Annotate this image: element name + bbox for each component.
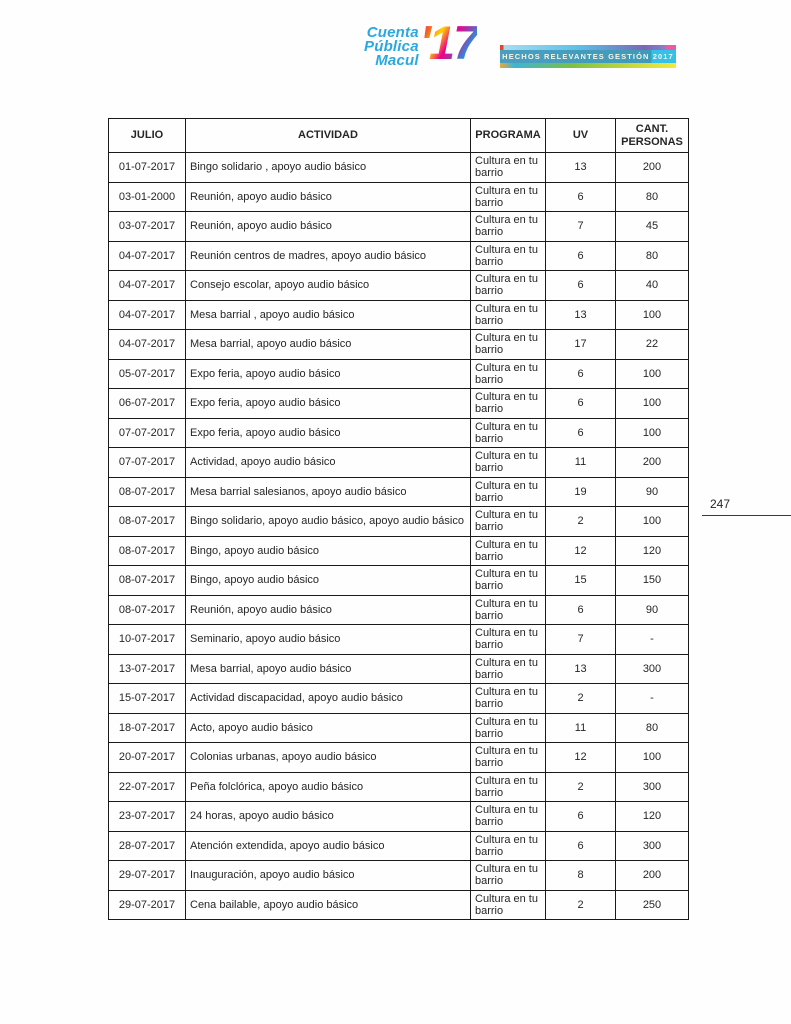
banner-hechos-relevantes [500, 45, 676, 68]
cell-actividad: Colonias urbanas, apoyo audio básico [186, 743, 471, 773]
cell-cant: 80 [616, 713, 689, 743]
cell-uv: 8 [546, 861, 616, 891]
cell-actividad: Reunión, apoyo audio básico [186, 595, 471, 625]
table-row [109, 595, 689, 625]
cell-uv: 7 [546, 212, 616, 242]
cell-julio: 28-07-2017 [109, 831, 186, 861]
cell-cant: 300 [616, 831, 689, 861]
cell-actividad: Peña folclórica, apoyo audio básico [186, 772, 471, 802]
cell-cant: 250 [616, 890, 689, 920]
cell-programa: Cultura en tu barrio [471, 743, 546, 773]
cell-programa: Cultura en tu barrio [471, 212, 546, 242]
cell-actividad: Acto, apoyo audio básico [186, 713, 471, 743]
cell-julio: 08-07-2017 [109, 536, 186, 566]
cell-uv: 12 [546, 743, 616, 773]
table-row [109, 389, 689, 419]
cell-julio: 29-07-2017 [109, 890, 186, 920]
cell-programa: Cultura en tu barrio [471, 271, 546, 301]
cell-julio: 13-07-2017 [109, 654, 186, 684]
table-row [109, 536, 689, 566]
table-row [109, 890, 689, 920]
cell-cant: 90 [616, 477, 689, 507]
page-header [364, 18, 477, 68]
activities-table [108, 118, 689, 920]
cell-julio: 23-07-2017 [109, 802, 186, 832]
cell-actividad: Mesa barrial salesianos, apoyo audio básico [186, 477, 471, 507]
cell-programa: Cultura en tu barrio [471, 772, 546, 802]
cell-programa: Cultura en tu barrio [471, 890, 546, 920]
cell-cant: 300 [616, 654, 689, 684]
page-number: 247 [702, 497, 791, 516]
cell-uv: 2 [546, 507, 616, 537]
column-header: CANT. PERSONAS [616, 119, 689, 153]
cell-programa: Cultura en tu barrio [471, 300, 546, 330]
cell-cant: 45 [616, 212, 689, 242]
cell-cant: 22 [616, 330, 689, 360]
cell-julio: 05-07-2017 [109, 359, 186, 389]
banner-text: HECHOS RELEVANTES GESTIÓN 2017 [500, 50, 676, 63]
cell-actividad: Inauguración, apoyo audio básico [186, 861, 471, 891]
cell-julio: 03-01-2000 [109, 182, 186, 212]
table-row [109, 418, 689, 448]
cell-julio: 15-07-2017 [109, 684, 186, 714]
cell-julio: 04-07-2017 [109, 241, 186, 271]
table-row [109, 566, 689, 596]
cell-programa: Cultura en tu barrio [471, 566, 546, 596]
cell-actividad: Reunión, apoyo audio básico [186, 212, 471, 242]
cell-uv: 13 [546, 654, 616, 684]
cell-julio: 08-07-2017 [109, 595, 186, 625]
cell-julio: 04-07-2017 [109, 271, 186, 301]
cell-cant: 100 [616, 743, 689, 773]
table-row [109, 772, 689, 802]
cell-programa: Cultura en tu barrio [471, 507, 546, 537]
cell-uv: 11 [546, 448, 616, 478]
table-header-row [109, 119, 689, 153]
cell-cant: 200 [616, 153, 689, 183]
cell-actividad: Reunión, apoyo audio básico [186, 182, 471, 212]
cell-uv: 19 [546, 477, 616, 507]
cell-cant: - [616, 684, 689, 714]
cell-programa: Cultura en tu barrio [471, 389, 546, 419]
table-row [109, 743, 689, 773]
cell-julio: 08-07-2017 [109, 477, 186, 507]
cell-programa: Cultura en tu barrio [471, 536, 546, 566]
cell-julio: 10-07-2017 [109, 625, 186, 655]
cell-uv: 6 [546, 271, 616, 301]
cell-uv: 6 [546, 182, 616, 212]
table-row [109, 359, 689, 389]
cell-actividad: Bingo, apoyo audio básico [186, 566, 471, 596]
cell-uv: 12 [546, 536, 616, 566]
logo-year-17: '17 [419, 16, 478, 69]
cell-actividad: Mesa barrial, apoyo audio básico [186, 654, 471, 684]
table-row [109, 212, 689, 242]
column-header: ACTIVIDAD [186, 119, 471, 153]
cell-cant: - [616, 625, 689, 655]
cell-programa: Cultura en tu barrio [471, 182, 546, 212]
cell-uv: 17 [546, 330, 616, 360]
cell-actividad: 24 horas, apoyo audio básico [186, 802, 471, 832]
cell-uv: 6 [546, 389, 616, 419]
cuenta-publica-logo-text [364, 26, 419, 68]
cell-cant: 90 [616, 595, 689, 625]
cell-programa: Cultura en tu barrio [471, 831, 546, 861]
table-row [109, 625, 689, 655]
table-row [109, 831, 689, 861]
cell-actividad: Actividad discapacidad, apoyo audio básico [186, 684, 471, 714]
cell-cant: 40 [616, 271, 689, 301]
cell-julio: 18-07-2017 [109, 713, 186, 743]
cell-julio: 08-07-2017 [109, 566, 186, 596]
cell-actividad: Reunión centros de madres, apoyo audio básico [186, 241, 471, 271]
cell-programa: Cultura en tu barrio [471, 448, 546, 478]
cell-uv: 13 [546, 300, 616, 330]
cell-uv: 7 [546, 625, 616, 655]
cell-cant: 120 [616, 802, 689, 832]
table-row [109, 153, 689, 183]
cell-actividad: Cena bailable, apoyo audio básico [186, 890, 471, 920]
cell-cant: 300 [616, 772, 689, 802]
cell-programa: Cultura en tu barrio [471, 418, 546, 448]
table-row [109, 684, 689, 714]
table-row [109, 182, 689, 212]
cell-cant: 100 [616, 389, 689, 419]
cell-julio: 04-07-2017 [109, 330, 186, 360]
table-row [109, 300, 689, 330]
cell-cant: 100 [616, 507, 689, 537]
cell-actividad: Seminario, apoyo audio básico [186, 625, 471, 655]
cell-uv: 13 [546, 153, 616, 183]
logo-line-2: Pública [364, 38, 419, 55]
table-row [109, 654, 689, 684]
cell-actividad: Bingo, apoyo audio básico [186, 536, 471, 566]
cell-cant: 200 [616, 448, 689, 478]
table-row [109, 477, 689, 507]
cell-cant: 80 [616, 182, 689, 212]
cell-actividad: Actividad, apoyo audio básico [186, 448, 471, 478]
cell-actividad: Consejo escolar, apoyo audio básico [186, 271, 471, 301]
cell-actividad: Mesa barrial, apoyo audio básico [186, 330, 471, 360]
cell-programa: Cultura en tu barrio [471, 713, 546, 743]
cell-uv: 6 [546, 831, 616, 861]
cell-cant: 150 [616, 566, 689, 596]
cell-uv: 15 [546, 566, 616, 596]
column-header: JULIO [109, 119, 186, 153]
logo-line-1: Cuenta [366, 24, 419, 41]
cell-cant: 120 [616, 536, 689, 566]
cell-julio: 07-07-2017 [109, 418, 186, 448]
cell-uv: 11 [546, 713, 616, 743]
table-row [109, 241, 689, 271]
cell-julio: 29-07-2017 [109, 861, 186, 891]
table-row [109, 802, 689, 832]
logo-line-3: Macul [375, 52, 419, 69]
cell-uv: 6 [546, 418, 616, 448]
cell-cant: 200 [616, 861, 689, 891]
cell-actividad: Bingo solidario, apoyo audio básico, apoyo audio básico [186, 507, 471, 537]
cell-cant: 100 [616, 418, 689, 448]
cell-actividad: Expo feria, apoyo audio básico [186, 389, 471, 419]
cell-cant: 80 [616, 241, 689, 271]
cell-programa: Cultura en tu barrio [471, 861, 546, 891]
cell-julio: 06-07-2017 [109, 389, 186, 419]
table-row [109, 330, 689, 360]
cell-julio: 08-07-2017 [109, 507, 186, 537]
column-header: PROGRAMA [471, 119, 546, 153]
cell-actividad: Expo feria, apoyo audio básico [186, 359, 471, 389]
cell-programa: Cultura en tu barrio [471, 684, 546, 714]
column-header: UV [546, 119, 616, 153]
cell-programa: Cultura en tu barrio [471, 477, 546, 507]
cell-julio: 07-07-2017 [109, 448, 186, 478]
table-row [109, 271, 689, 301]
cell-uv: 2 [546, 772, 616, 802]
cell-programa: Cultura en tu barrio [471, 595, 546, 625]
cell-programa: Cultura en tu barrio [471, 330, 546, 360]
table-row [109, 861, 689, 891]
cell-julio: 22-07-2017 [109, 772, 186, 802]
cell-actividad: Atención extendida, apoyo audio básico [186, 831, 471, 861]
cell-julio: 20-07-2017 [109, 743, 186, 773]
table-row [109, 713, 689, 743]
table-row [109, 448, 689, 478]
cell-programa: Cultura en tu barrio [471, 625, 546, 655]
cell-julio: 03-07-2017 [109, 212, 186, 242]
banner-stripe-bottom [500, 63, 676, 68]
cell-uv: 6 [546, 241, 616, 271]
cell-julio: 04-07-2017 [109, 300, 186, 330]
cell-uv: 6 [546, 595, 616, 625]
cell-cant: 100 [616, 300, 689, 330]
cell-programa: Cultura en tu barrio [471, 153, 546, 183]
cell-actividad: Bingo solidario , apoyo audio básico [186, 153, 471, 183]
cell-uv: 6 [546, 359, 616, 389]
cell-programa: Cultura en tu barrio [471, 802, 546, 832]
cell-julio: 01-07-2017 [109, 153, 186, 183]
cell-uv: 6 [546, 802, 616, 832]
cell-actividad: Expo feria, apoyo audio básico [186, 418, 471, 448]
table-row [109, 507, 689, 537]
cell-uv: 2 [546, 684, 616, 714]
cell-uv: 2 [546, 890, 616, 920]
cell-programa: Cultura en tu barrio [471, 241, 546, 271]
cell-programa: Cultura en tu barrio [471, 654, 546, 684]
cell-actividad: Mesa barrial , apoyo audio básico [186, 300, 471, 330]
cell-programa: Cultura en tu barrio [471, 359, 546, 389]
cell-cant: 100 [616, 359, 689, 389]
